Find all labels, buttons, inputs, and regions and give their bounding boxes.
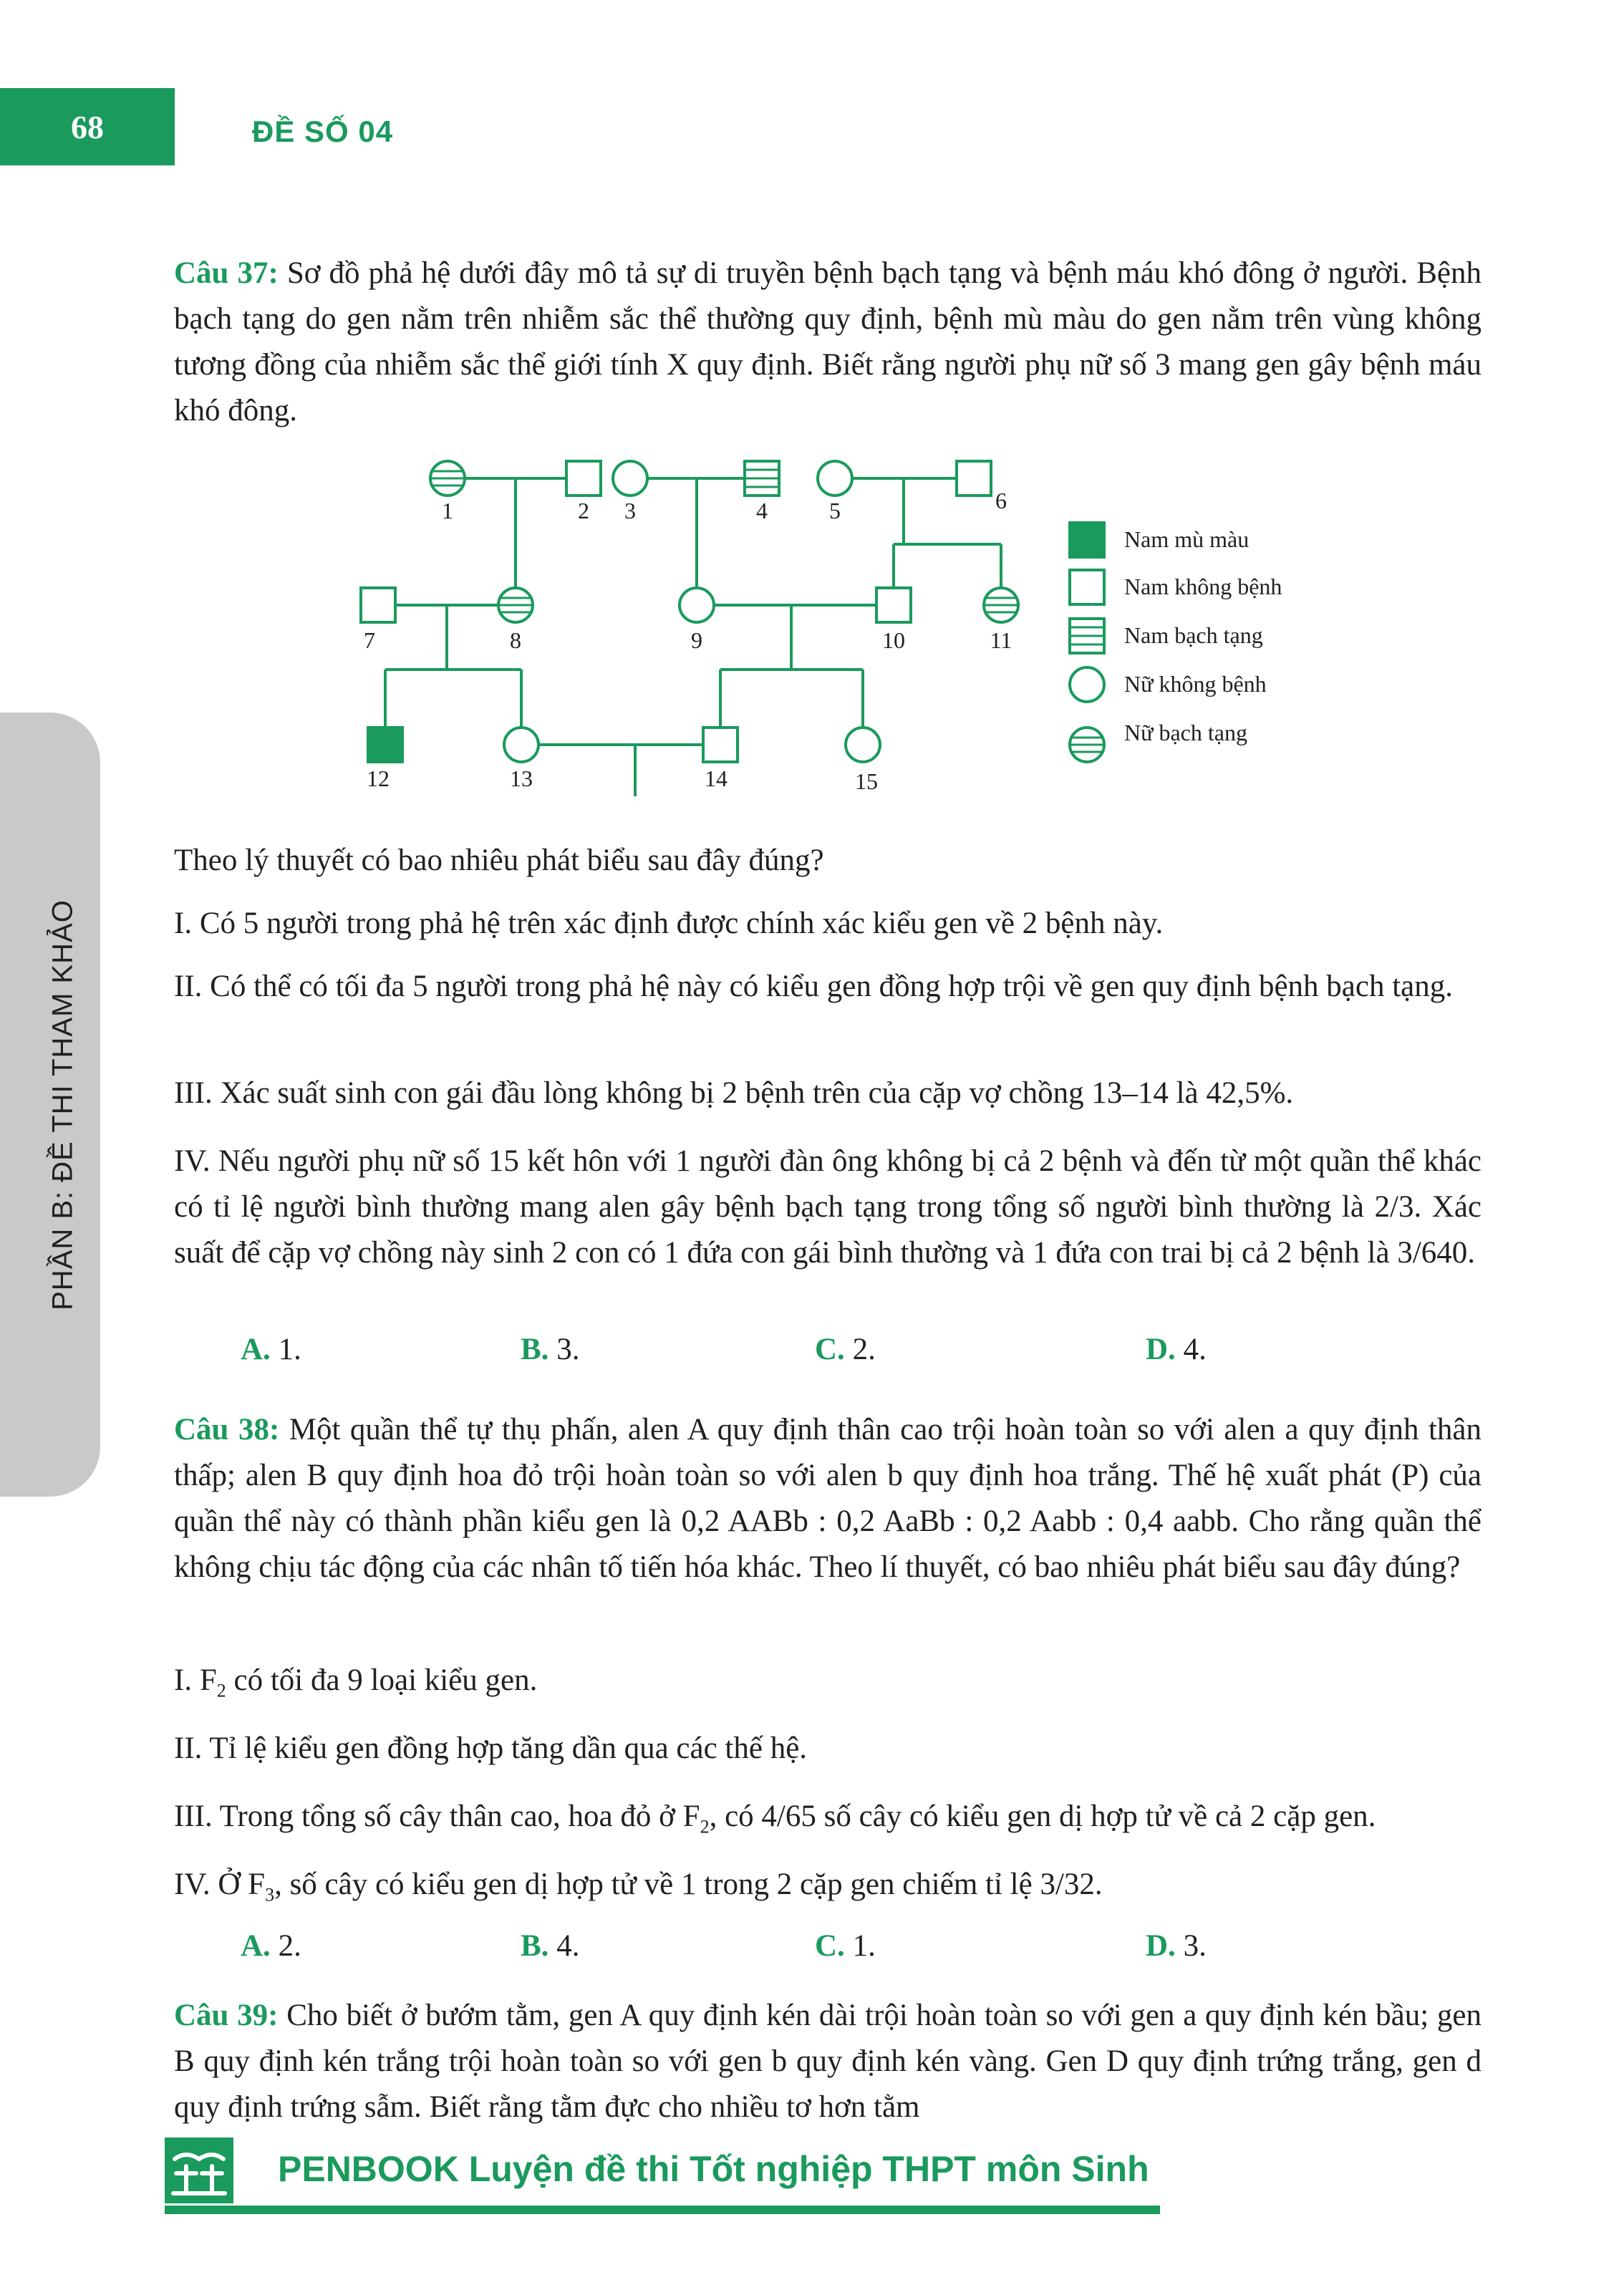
penbook-logo-icon	[165, 2138, 233, 2203]
label-12: 12	[367, 765, 390, 791]
individual-14	[703, 728, 738, 762]
q37-statement-2: II. Có thể có tối đa 5 người trong phả hệ này có kiểu gen đồng hợp trội về gen quy định bệnh bạch tạng.	[174, 970, 1453, 1003]
q37-prompt: Theo lý thuyết có bao nhiêu phát biểu sau đây đúng?	[174, 844, 824, 877]
q39-text: Cho biết ở bướm tằm, gen A quy định kén dài trội hoàn toàn so với gen a quy định kén bầu; gen B quy định kén trắng trội hoàn toàn so với gen b quy định kén vàng. Gen D quy định trứng trắng, gen d quy định trứng sẫm. Biết rằng tằm đực cho nhiều tơ hơn tằm	[174, 1999, 1482, 2124]
label-5: 5	[829, 498, 841, 523]
q38-statement-4: IV. Ở $F_3$, số cây có kiểu gen dị hợp tử về 1 trong 2 cặp gen chiếm tỉ lệ 3/32.	[174, 1868, 1103, 1906]
q38-statement-2: II. Tỉ lệ kiểu gen đồng hợp tăng dần qua các thế hệ.	[174, 1731, 808, 1765]
q38-option-c[interactable]: C. 1.	[815, 1929, 876, 1963]
label-7: 7	[364, 627, 375, 653]
legend-male-albino: Nam bạch tạng	[1124, 622, 1263, 648]
label-6: 6	[995, 488, 1007, 513]
individual-5	[818, 461, 852, 496]
legend-female-normal: Nữ không bệnh	[1124, 671, 1267, 697]
q37-statement-4: IV. Nếu người phụ nữ số 15 kết hôn với 1 người đàn ông không bị cả 2 bệnh và đến từ một quần thể khác có tỉ lệ người bình thường mang alen gây bệnh bạch tạng trong tổng số người bình thường là 2/3. Xác suất để cặp vợ chồng này sinh 2 con có 1 đứa con gái bình thường và 1 đứa con trai bị cả 2 bệnh là 3/640.	[174, 1144, 1482, 1270]
q37-text: Sơ đồ phả hệ dưới đây mô tả sự di truyền bệnh bạch tạng và bệnh máu khó đông ở người. Bệnh bạch tạng do gen nằm trên nhiễm sắc thể thường quy định, bệnh mù màu do gen nằm trên vùng không tương đồng của nhiễm sắc thể giới tính X quy định. Biết rằng người phụ nữ số 3 mang gen gây bệnh máu khó đông.	[174, 256, 1482, 428]
q37-statement-1: I. Có 5 người trong phả hệ trên xác định được chính xác kiểu gen về 2 bệnh này.	[174, 907, 1164, 940]
q38-option-b[interactable]: B. 4.	[521, 1929, 580, 1963]
individual-13	[504, 728, 538, 762]
q39-label: Câu 39:	[174, 1999, 279, 2032]
side-label: PHẦN B: ĐỀ THI THAM KHẢO	[47, 899, 79, 1310]
individual-2	[566, 461, 601, 496]
q37-option-c[interactable]: C. 2.	[815, 1333, 876, 1366]
legend-female-normal-symbol	[1070, 667, 1104, 702]
individual-7	[361, 588, 395, 622]
legend-male-normal: Nam không bệnh	[1124, 574, 1282, 599]
q38-label: Câu 38:	[174, 1413, 280, 1446]
individual-3	[613, 461, 647, 496]
footer-divider	[165, 2206, 1160, 2214]
individual-9	[680, 588, 714, 622]
label-9: 9	[691, 627, 702, 653]
q38-intro	[174, 1407, 1482, 1590]
label-14: 14	[705, 765, 728, 791]
individual-10	[876, 588, 911, 622]
individual-6	[957, 461, 991, 496]
page-number: 68	[0, 88, 175, 165]
label-11: 11	[990, 627, 1012, 653]
exam-title: ĐỀ SỐ 04	[252, 115, 394, 148]
label-1: 1	[442, 498, 453, 523]
legend-male-colorblind: Nam mù màu	[1124, 526, 1250, 552]
label-10: 10	[882, 627, 905, 653]
q38-option-d[interactable]: D. 3.	[1146, 1929, 1207, 1963]
individual-12	[368, 728, 402, 762]
q37-statement-3: III. Xác suất sinh con gái đầu lòng không bị 2 bệnh trên của cặp vợ chồng 13–14 là 42,5%.	[174, 1076, 1294, 1110]
label-13: 13	[510, 765, 533, 791]
label-3: 3	[624, 498, 636, 523]
q38-options	[0, 1928, 1624, 1971]
q39-intro	[174, 1993, 1482, 2130]
label-4: 4	[756, 498, 768, 523]
label-2: 2	[578, 498, 589, 523]
q37-label: Câu 37:	[174, 256, 279, 290]
q38-option-a[interactable]: A. 2.	[241, 1929, 301, 1963]
q37-option-d[interactable]: D. 4.	[1146, 1333, 1207, 1366]
q37-intro	[174, 251, 1482, 434]
label-15: 15	[855, 768, 878, 794]
legend-male-normal-symbol	[1070, 570, 1104, 604]
q37-option-b[interactable]: B. 3.	[521, 1333, 580, 1366]
footer-title: PENBOOK Luyện đề thi Tốt nghiệp THPT môn Sinh	[278, 2149, 1149, 2189]
legend-male-colorblind-symbol	[1070, 523, 1104, 557]
q37-options	[0, 1332, 1624, 1375]
pedigree-diagram	[308, 444, 1396, 816]
individual-15	[846, 728, 880, 762]
q38-statement-1: I. $F_2$ có tối đa 9 loại kiểu gen.	[174, 1663, 538, 1701]
q38-text: Một quần thể tự thụ phấn, alen A quy định thân cao trội hoàn toàn so với alen a quy định thân thấp; alen B quy định hoa đỏ trội hoàn toàn so với alen b quy định hoa trắng. Thế hệ xuất phát (P) của quần thể này có thành phần kiểu gen là 0,2 AABb : 0,2 AaBb : 0,2 Aabb : 0,4 aabb. Cho rằng quần thể không chịu tác động của các nhân tố tiến hóa khác. Theo lí thuyết, có bao nhiêu phát biểu sau đây đúng?	[174, 1413, 1482, 1584]
q38-statement-3: III. Trong tổng số cây thân cao, hoa đỏ ở $F_2$, có 4/65 số cây có kiểu gen dị hợp tử về cả 2 cặp gen.	[174, 1800, 1376, 1837]
q37-option-a[interactable]: A. 1.	[241, 1333, 301, 1366]
legend-female-albino: Nữ bạch tạng	[1124, 720, 1247, 745]
label-8: 8	[510, 627, 521, 653]
